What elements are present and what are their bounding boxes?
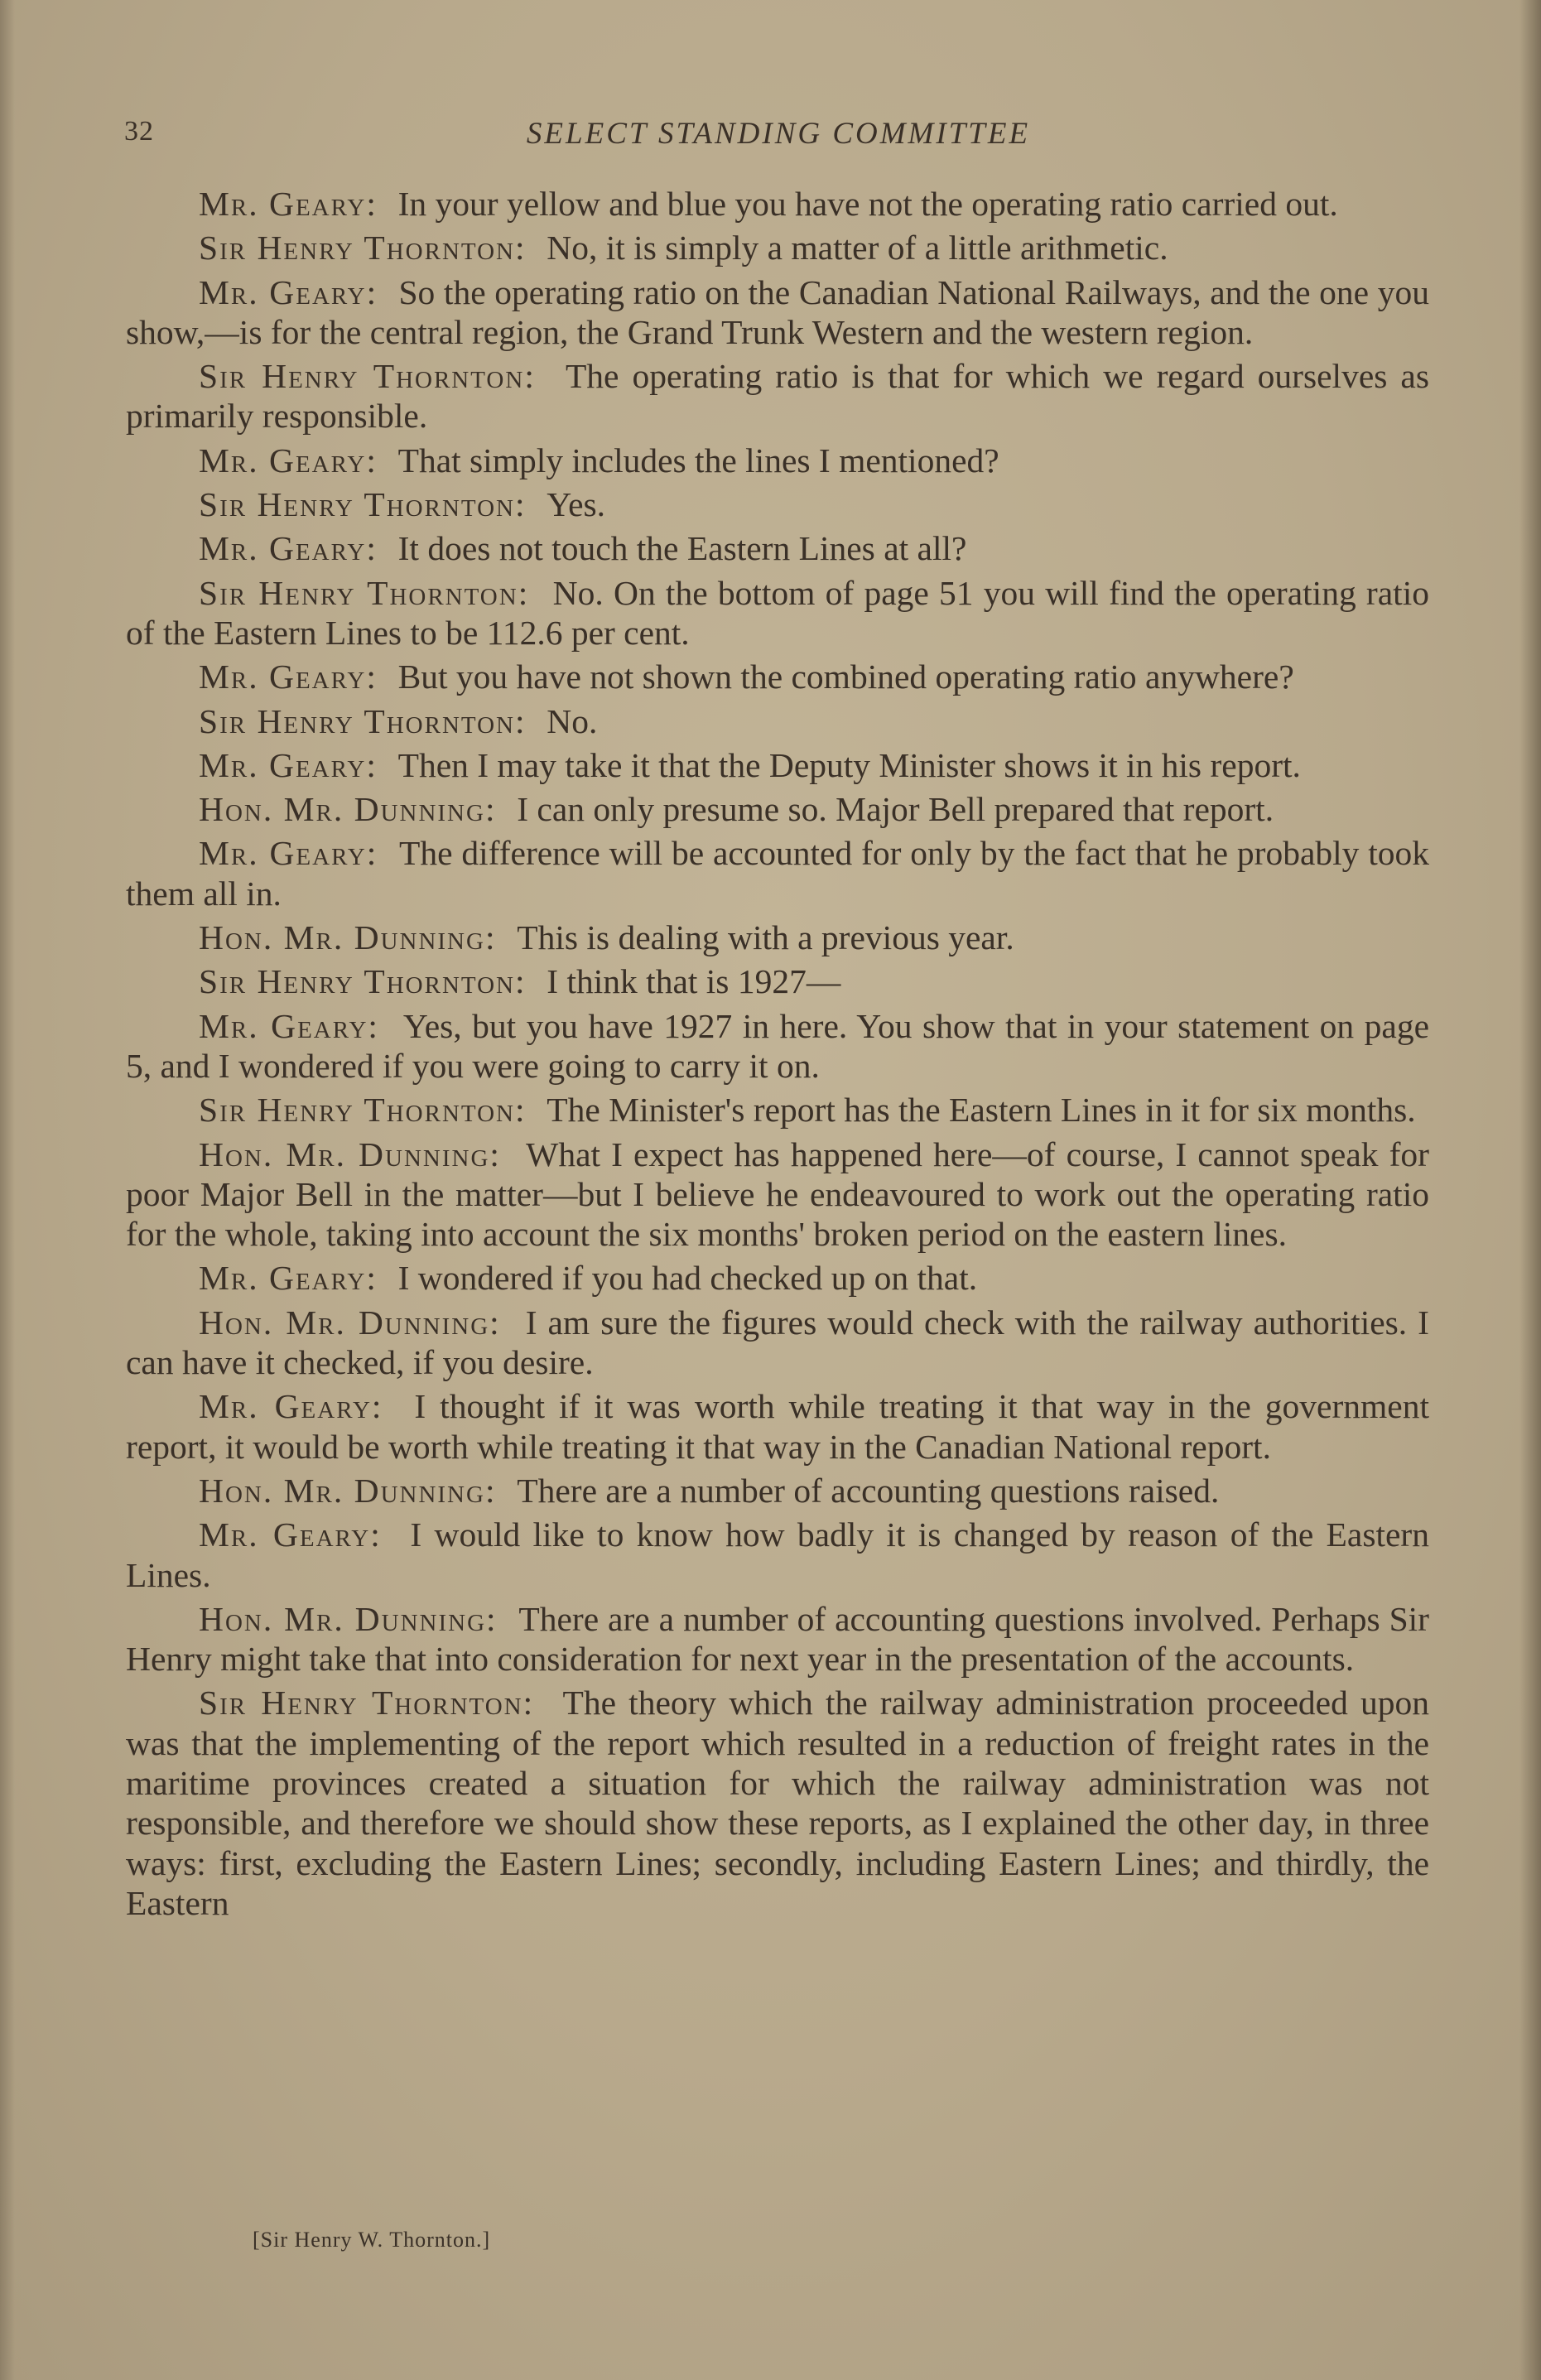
speech-text: The theory which the railway administration proceeded upon was that the implementing of the report which resulted in a reduction of freight rates in the maritime provinces created a situation for which the railway administration was not responsible, and therefore we should show these reports, as I explained the other day, in three ways: first, excluding the Eastern Lines; secondly, including Eastern Lines; and thirdly, the Eastern [126,1684,1429,1922]
speech-text: I would like to know how badly it is changed by reason of the Eastern Lines. [126,1515,1429,1594]
speech-text: I am sure the figures would check with the railway authorities. I can have it checked, if you desire. [126,1303,1429,1382]
transcript-paragraph [126,918,1429,957]
transcript-paragraph [126,1258,1429,1298]
speaker-name: Sir Henry Thornton : [199,574,553,612]
page-edge-shadow-right [1519,0,1541,2380]
speaker-name: Mr. Geary : [199,441,398,479]
transcript-paragraph [126,184,1429,224]
speech-text: I wondered if you had checked up on that. [397,1259,978,1298]
transcript-paragraph [126,228,1429,267]
transcript-paragraph [126,1471,1429,1510]
speech-text: No. On the bottom of page 51 you will find the operating ratio of the Eastern Lines to be 112.6 per cent. [126,573,1429,652]
page-edge-shadow-left [0,0,15,2380]
speaker-name: Mr. Geary : [199,185,398,223]
speech-text: Then I may take it that the Deputy Minister shows it in his report. [397,745,1301,784]
running-head: SELECT STANDING COMMITTEE [526,117,1031,151]
transcript-paragraph [126,745,1429,785]
speech-text: There are a number of accounting questions involved. Perhaps Sir Henry might take that into consideration for next year in the presentation of the accounts. [126,1599,1430,1679]
speech-text: I thought if it was worth while treating it that way in the government report, it would be worth while treating it that way in the Canadian National report. [126,1387,1429,1466]
transcript-paragraph [126,1006,1429,1086]
transcript-paragraph [126,1515,1429,1595]
transcript-paragraph [126,701,1429,741]
transcript-paragraph [126,484,1429,524]
speech-text: Yes. [547,485,606,524]
speaker-name: Mr. Geary : [199,658,398,696]
transcript-paragraph [126,833,1429,913]
transcript-paragraph [126,1135,1429,1255]
speech-text: That simply includes the lines I mentioned? [397,441,999,479]
page-header [124,116,1433,166]
speaker-name: Mr. Geary : [199,834,399,872]
speech-text: The difference will be accounted for only by the fact that he probably took them all in. [126,834,1430,913]
speaker-name: Mr. Geary : [199,529,398,567]
transcript-paragraph [126,272,1429,353]
speaker-name: Mr. Geary : [199,1007,403,1045]
speech-text: No. [547,701,598,740]
speech-text: I think that is 1927— [547,962,841,1001]
speaker-name: Hon. Mr. Dunning : [199,1303,526,1342]
speaker-name: Mr. Geary : [199,1259,398,1297]
speaker-name: Hon. Mr. Dunning : [199,1472,517,1510]
speech-text: This is dealing with a previous year. [517,918,1014,957]
speech-text: But you have not shown the combined operating ratio anywhere? [397,658,1294,696]
transcript-paragraph [126,789,1429,829]
speaker-name: Hon. Mr. Dunning : [199,1135,526,1173]
speaker-name: Sir Henry Thornton : [199,962,547,1000]
speech-text: There are a number of accounting questions raised. [517,1471,1220,1510]
speech-text: In your yellow and blue you have not the operating ratio carried out. [397,185,1338,223]
transcript-paragraph [126,573,1429,653]
speech-text: The Minister's report has the Eastern Lines in it for six months. [547,1091,1416,1130]
transcript-body [126,184,1429,1927]
speaker-name: Sir Henry Thornton : [199,1091,547,1129]
page-number: 32 [124,116,154,147]
transcript-paragraph [126,657,1429,696]
speaker-name: Sir Henry Thornton : [199,229,547,267]
transcript-paragraph [126,1303,1429,1383]
speaker-name: Mr. Geary : [199,1387,414,1425]
speaker-name: Hon. Mr. Dunning : [199,918,517,956]
transcript-paragraph [126,528,1429,568]
speech-text: I can only presume so. Major Bell prepared that report. [517,790,1274,829]
speaker-name: Sir Henry Thornton : [199,357,566,395]
speaker-footnote: [Sir Henry W. Thornton.] [253,2228,491,2252]
speech-text: It does not touch the Eastern Lines at all? [397,529,967,568]
speaker-name: Mr. Geary : [199,273,398,311]
speech-text: So the operating ratio on the Canadian National Railways, and the one you show,—is for the central region, the Grand Trunk Western and the western region. [126,272,1430,351]
transcript-paragraph [126,441,1429,480]
speaker-name: Mr. Geary : [199,1515,410,1554]
transcript-paragraph [126,1090,1429,1130]
speech-text: What I expect has happened here—of course, I cannot speak for poor Major Bell in the matter—but I believe he endeavoured to work out the operating ratio for the whole, taking into account the six months' broken period on the eastern lines. [126,1135,1429,1254]
speaker-name: Hon. Mr. Dunning : [199,1600,518,1638]
speech-text: Yes, but you have 1927 in here. You show that in your statement on page 5, and I wondered if you were going to carry it on. [126,1006,1429,1085]
speaker-name: Sir Henry Thornton : [199,1684,562,1722]
speaker-name: Sir Henry Thornton : [199,485,547,523]
transcript-paragraph [126,1683,1429,1923]
speaker-name: Sir Henry Thornton : [199,702,547,740]
speaker-name: Hon. Mr. Dunning : [199,790,517,828]
transcript-paragraph [126,961,1429,1001]
transcript-paragraph [126,1599,1429,1679]
speaker-name: Mr. Geary : [199,746,398,784]
transcript-paragraph [126,1386,1429,1467]
speech-text: The operating ratio is that for which we regard ourselves as primarily responsible. [126,357,1430,436]
transcript-paragraph [126,356,1429,436]
speech-text: No, it is simply a matter of a little arithmetic. [547,229,1168,267]
